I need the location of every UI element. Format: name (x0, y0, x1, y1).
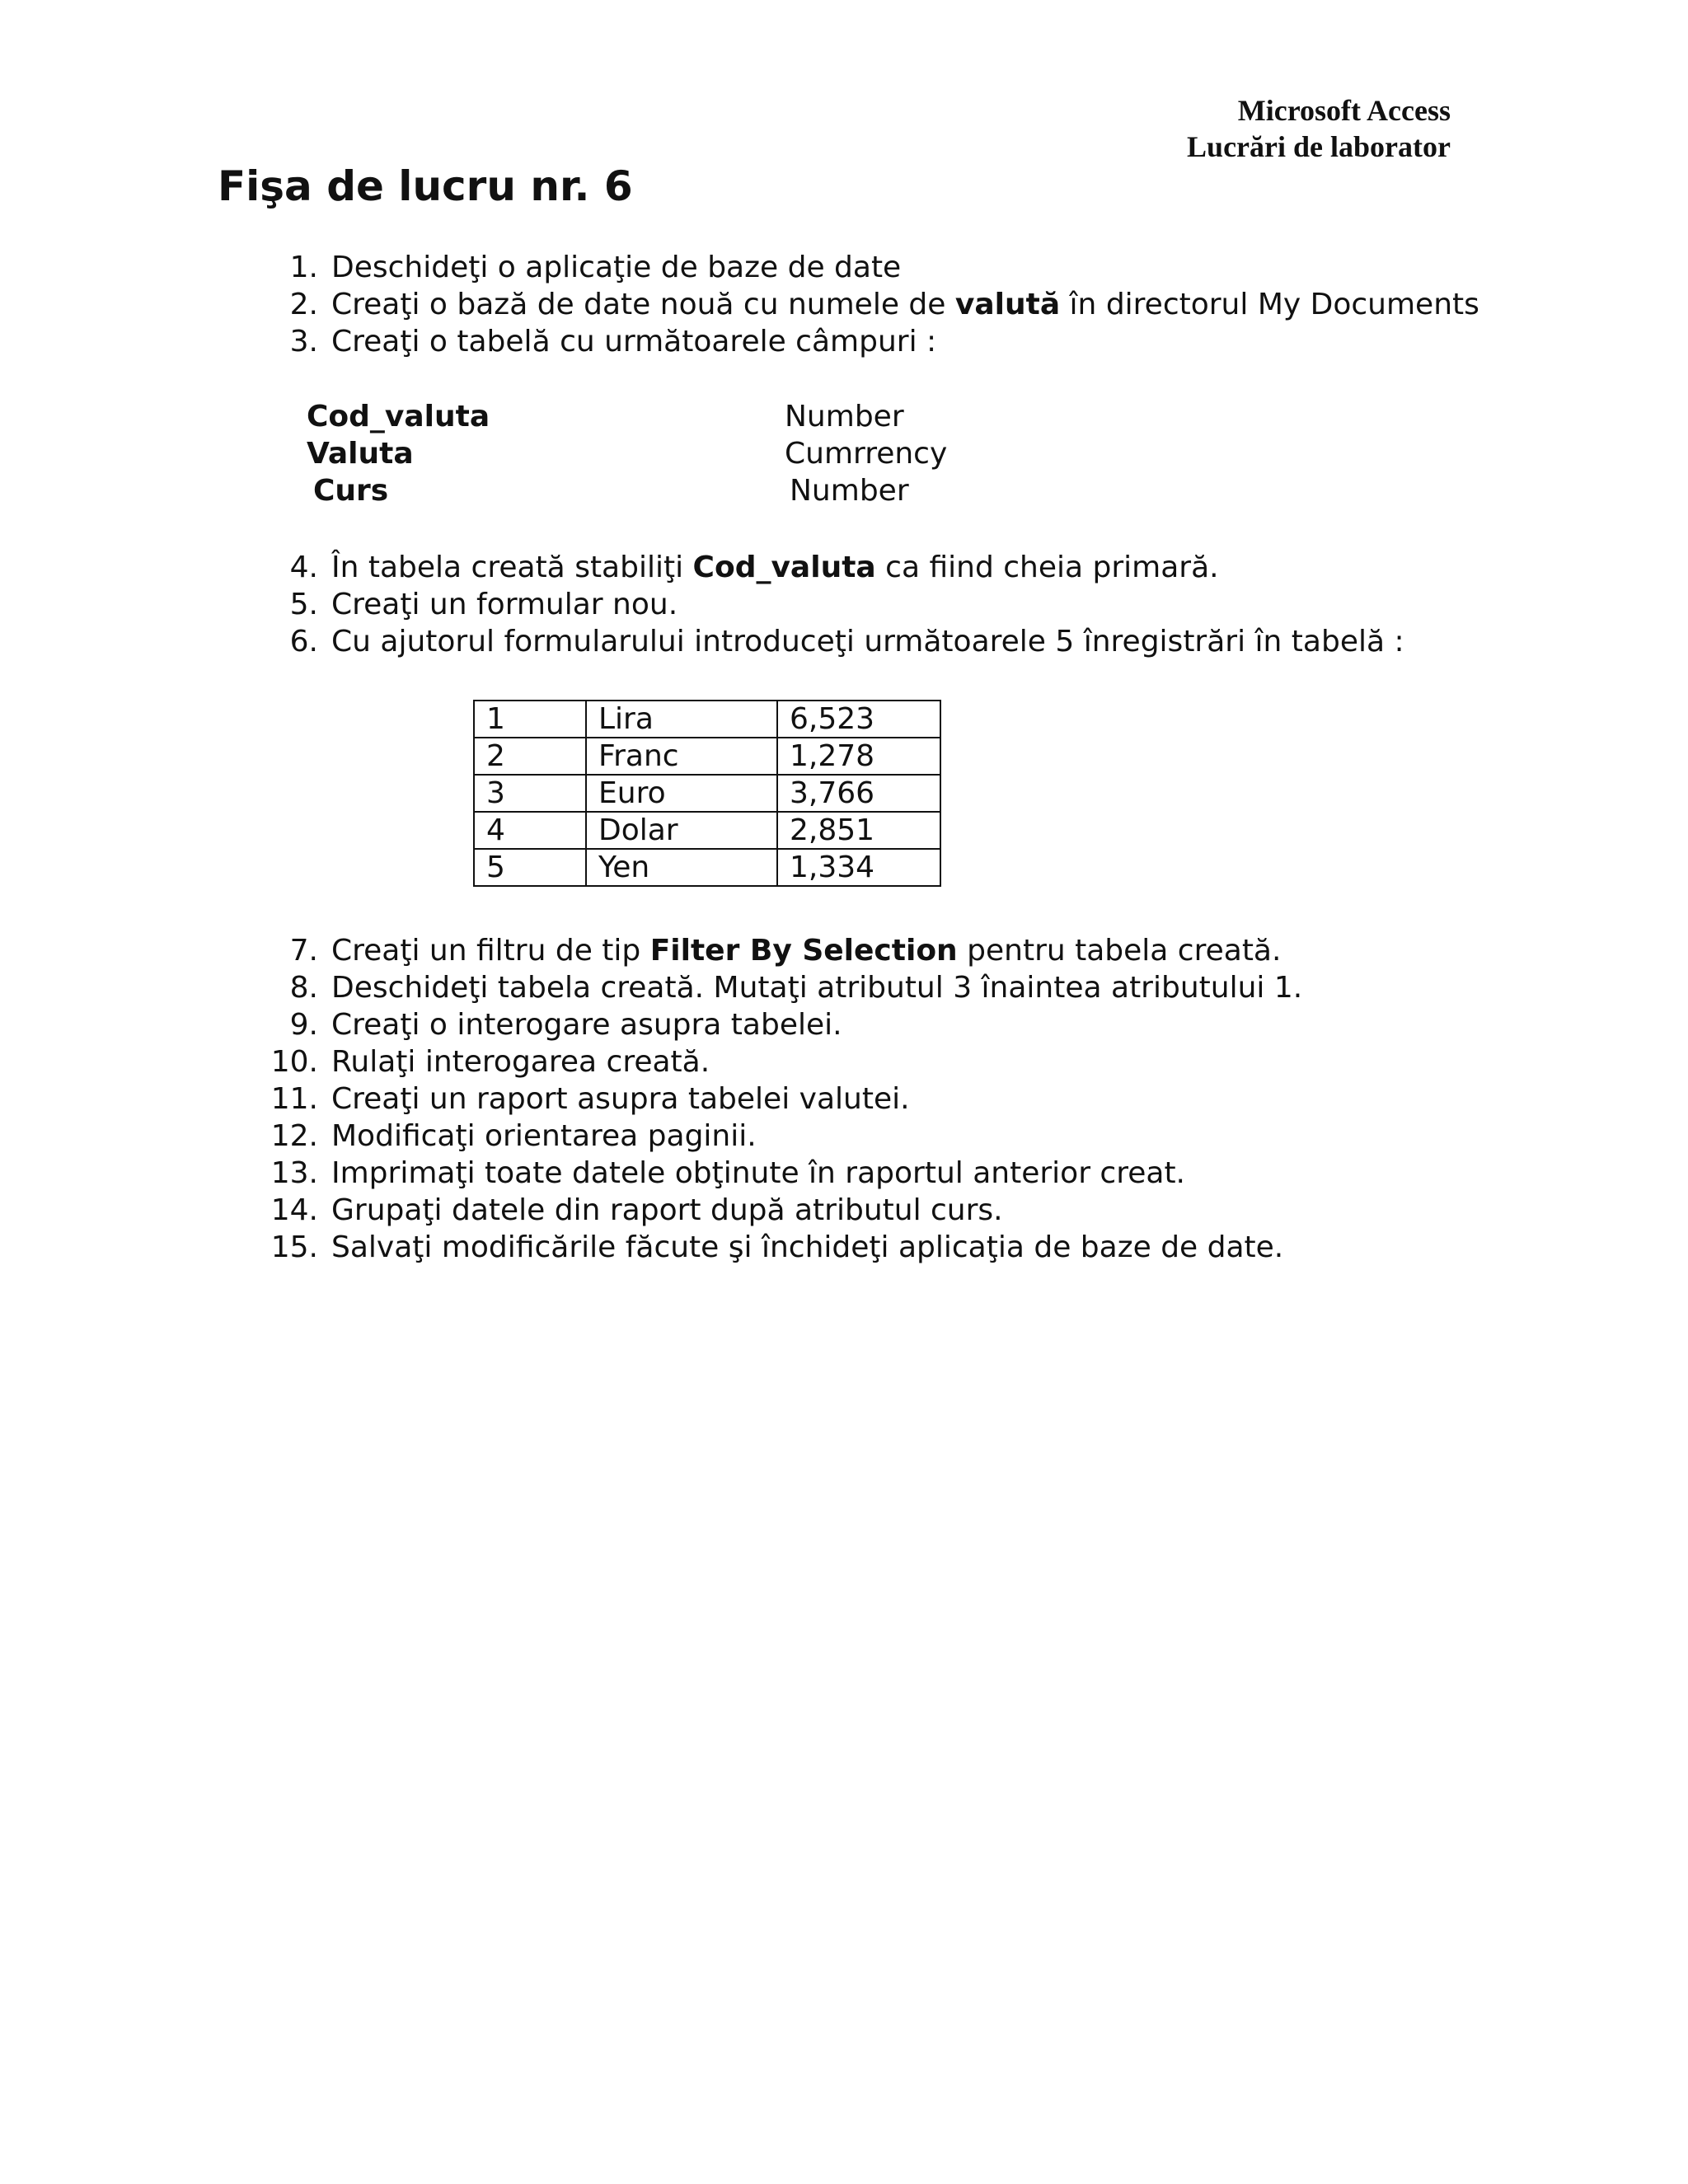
record-currency: Dolar (586, 812, 777, 849)
steps-list-c (262, 932, 1302, 1266)
step-number: 11. (270, 1082, 318, 1116)
step-text: Rulaţi interogarea creată. (331, 1045, 710, 1079)
field-name: Valuta (307, 437, 414, 471)
step-number: 12. (270, 1119, 318, 1153)
step-item (262, 323, 1479, 360)
step-text: Deschideţi tabela creată. Mutaţi atributul 3 înaintea atributului 1. (331, 971, 1303, 1005)
step-text: Creaţi o interogare asupra tabelei. (331, 1008, 842, 1042)
record-currency: Yen (586, 849, 777, 886)
table-row (474, 812, 940, 849)
record-rate: 2,851 (777, 812, 940, 849)
table-row (474, 701, 940, 738)
record-rate: 1,278 (777, 738, 940, 775)
record-code: 1 (474, 701, 586, 738)
field-row (307, 435, 947, 472)
field-type: Number (785, 400, 904, 434)
record-currency: Franc (586, 738, 777, 775)
step-number: 4. (289, 551, 318, 584)
step-text: Creaţi un raport asupra tabelei valutei. (331, 1082, 910, 1116)
step-number: 1. (289, 251, 318, 284)
record-currency: Euro (586, 775, 777, 812)
step-item (262, 969, 1302, 1006)
step-text: Salvaţi modificările făcute şi închideţi aplicaţia de baze de date. (331, 1230, 1284, 1264)
field-type: Number (790, 474, 909, 508)
step-text: Grupaţi datele din raport după atributul curs. (331, 1193, 1003, 1227)
step-item (262, 932, 1302, 969)
step-number: 9. (289, 1008, 318, 1042)
step-item (262, 249, 1479, 286)
header-app-name: Microsoft Access (1237, 94, 1451, 127)
record-code: 2 (474, 738, 586, 775)
record-currency: Lira (586, 701, 777, 738)
step-number: 10. (270, 1045, 318, 1079)
header-subtitle: Lucrări de laborator (1187, 130, 1451, 163)
step-text: Creaţi un filtru de tip Filter By Selection pentru tabela creată. (331, 934, 1282, 968)
field-name: Cod_valuta (307, 400, 490, 434)
record-rate: 6,523 (777, 701, 940, 738)
step-text: Imprimaţi toate datele obţinute în raportul anterior creat. (331, 1156, 1186, 1190)
records-table (473, 700, 941, 887)
field-name: Curs (313, 474, 389, 508)
step-item (262, 549, 1404, 586)
table-row (474, 775, 940, 812)
step-number: 6. (289, 625, 318, 658)
field-row (307, 398, 947, 435)
step-item (262, 586, 1404, 623)
step-number: 2. (289, 288, 318, 321)
step-item (262, 1229, 1302, 1266)
step-text: Cu ajutorul formularului introduceţi următoarele 5 înregistrări în tabelă : (331, 625, 1404, 658)
record-code: 5 (474, 849, 586, 886)
step-item (262, 623, 1404, 660)
record-code: 4 (474, 812, 586, 849)
step-text: Creaţi o bază de date nouă cu numele de valută în directorul My Documents (331, 288, 1479, 321)
step-number: 7. (289, 934, 318, 968)
step-text: Deschideţi o aplicaţie de baze de date (331, 251, 902, 284)
step-number: 5. (289, 588, 318, 621)
worksheet-title: Fişa de lucru nr. 6 (218, 162, 633, 210)
step-item (262, 1192, 1302, 1229)
step-item (262, 286, 1479, 323)
step-number: 3. (289, 325, 318, 359)
steps-list-b (262, 549, 1404, 660)
step-number: 15. (270, 1230, 318, 1264)
field-row (307, 472, 947, 509)
step-text: Modificaţi orientarea paginii. (331, 1119, 757, 1153)
field-type: Cumrrency (785, 437, 948, 471)
step-item (262, 1155, 1302, 1192)
step-number: 13. (270, 1156, 318, 1190)
step-text: În tabela creată stabiliţi Cod_valuta ca fiind cheia primară. (331, 551, 1219, 584)
record-code: 3 (474, 775, 586, 812)
step-item (262, 1006, 1302, 1043)
step-text: Creaţi o tabelă cu următoarele câmpuri : (331, 325, 937, 359)
table-row (474, 849, 940, 886)
steps-list-a (262, 249, 1479, 360)
record-rate: 1,334 (777, 849, 940, 886)
step-item (262, 1043, 1302, 1080)
step-text: Creaţi un formular nou. (331, 588, 678, 621)
step-number: 14. (270, 1193, 318, 1227)
document-header (1187, 92, 1451, 165)
table-row (474, 738, 940, 775)
step-item (262, 1080, 1302, 1118)
step-item (262, 1118, 1302, 1155)
record-rate: 3,766 (777, 775, 940, 812)
step-number: 8. (289, 971, 318, 1005)
field-definitions (307, 398, 947, 509)
